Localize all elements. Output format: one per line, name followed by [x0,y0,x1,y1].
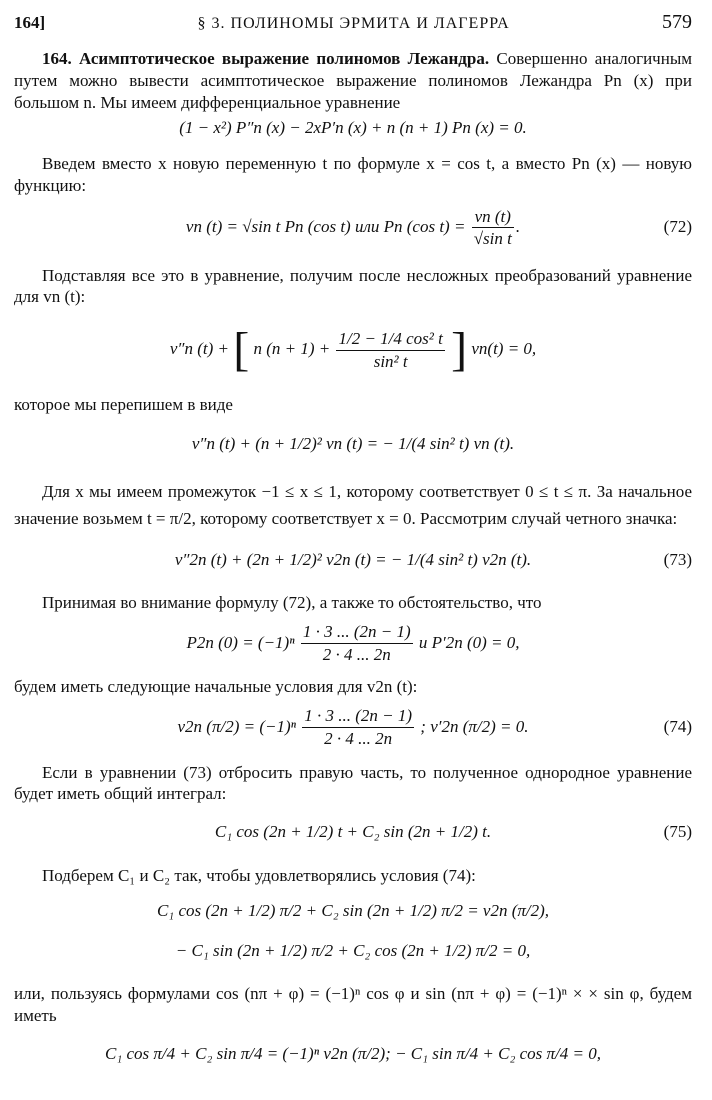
equation-72-fraction: $\frac{vn (t)}{\text{√sin t}}$ [473,206,512,249]
equation-75-label: (75) [663,822,692,842]
paragraph-3: Подставляя все это в уравнение, получим после несложных преобразований уравнение для vn (t): [14,265,692,307]
paragraph-8: Если в уравнении (73) отбросить правую часть, то полученное однородное уравнение будет иметь общий интеграл: [14,762,692,804]
equation-75: C₁ cos (2n + 1/2) t + C₂ sin (2n + 1/2) t. (75) [14,811,692,853]
section-title: 164. Асимптотическое выражение полиномов Лежандра. [42,49,490,68]
equation-73: v″2n (t) + (2n + 1/2)² v2n (t) = − 1/(4 sin² t) v2n (t). (73) [14,540,692,580]
paragraph-9: Подберем C₁ и C₂ так, чтобы удовлетворялись условия (74): [42,866,476,886]
equation-74: v2n (π/2) = (−1)ⁿ $\frac{1 \cdot 3 ... (2n - 1)}{2 \cdot 4 ... 2n}$ ; v′2n (π/2) = 0. (74) [14,704,692,750]
header-section-number: 164] [14,13,46,32]
page-content [14,48,692,1076]
equation-72-label: (72) [663,216,692,236]
paragraph-5: Для x мы имеем промежуток −1 ≤ x ≤ 1, которому соответствует 0 ≤ t ≤ π. За начальное значение возьмем t = π/2, которому соответствует x = 0. Рассмотрим случай четного значка: [14,481,692,528]
equation-system-b: − C₁ sin (2n + 1/2) π/2 + C₂ cos (2n + 1/2) π/2 = 0, [175,940,531,960]
equation-72-left: vn (t) = √sin t Pn (cos t) или Pn (cos t) = [185,216,466,236]
equation-74-fraction: $\frac{1 \cdot 3 ... (2n - 1)}{2 \cdot 4 ... 2n}$ [304,706,413,749]
running-header [14,10,692,36]
paragraph-6: Принимая во внимание формулу (72), а также то обстоятельство, что [42,593,542,613]
equation-72: vn (t) = √sin t Pn (cos t) или Pn (cos t) = $\frac{vn (t)}{\text{√sin t}}$ . (72) [14,203,692,251]
paragraph-2: Введем вместо x новую переменную t по формуле x = cos t, а вместо Pn (x) — новую функцию: [14,154,692,195]
equation-legendre-ode: (1 − x²) P″n (x) − 2xP′n (x) + n (n + 1) Pn (x) = 0. [179,118,527,138]
equation-rewritten: v″n (t) + (n + 1/2)² vn (t) = − 1/(4 sin² t) vn (t). [191,433,515,453]
paragraph-10: или, пользуясь формулами cos (nπ + φ) = (−1)ⁿ cos φ и sin (nπ + φ) = (−1)ⁿ × × sin φ, будем иметь [14,983,692,1025]
paragraph-4: которое мы перепишем в виде [14,395,233,414]
equation-74-label: (74) [663,716,692,736]
equation-p2n-at-zero: P2n (0) = (−1)ⁿ $\frac{1 \cdot 3 ... (2n - 1)}{2 \cdot 4 ... 2n}$ и P′2n (0) = 0, [14,620,692,666]
paragraph-7: будем иметь следующие начальные условия для v2n (t): [14,676,418,696]
equation-p2n-fraction: $\frac{1 \cdot 3 ... (2n - 1)}{2 \cdot 4 ... 2n}$ [302,622,411,665]
header-title: § 3. ПОЛИНОМЫ ЭРМИТА И ЛАГЕРРА [197,15,510,32]
paragraph-1 [14,48,692,113]
paragraph-1-text: Совершенно аналогичным путем можно вывести асимптотическое выражение полиномов Лежандра Pn (x) при большом n. Мы имеем дифференциальное уравнение [14,49,692,112]
equation-system-a: C₁ cos (2n + 1/2) π/2 + C₂ sin (2n + 1/2) π/2 = v2n (π/2), [156,900,550,920]
page-number: 579 [662,11,692,33]
equation-transformed: v″n (t) + [ n (n + 1) + $\frac{\text{1/2 − 1/4 cos² t}}{\text{sin² t}}$ ] vn(t) = 0, [169,323,537,377]
equation-73-label: (73) [663,550,692,570]
equation-transformed-fraction: $\frac{\text{1/2 − 1/4 cos² t}}{\text{sin² t}}$ [338,328,443,371]
equation-final: C₁ cos π/4 + C₂ sin π/4 = (−1)ⁿ v2n (π/2); − C₁ sin π/4 + C₂ cos π/4 = 0, [105,1044,601,1064]
